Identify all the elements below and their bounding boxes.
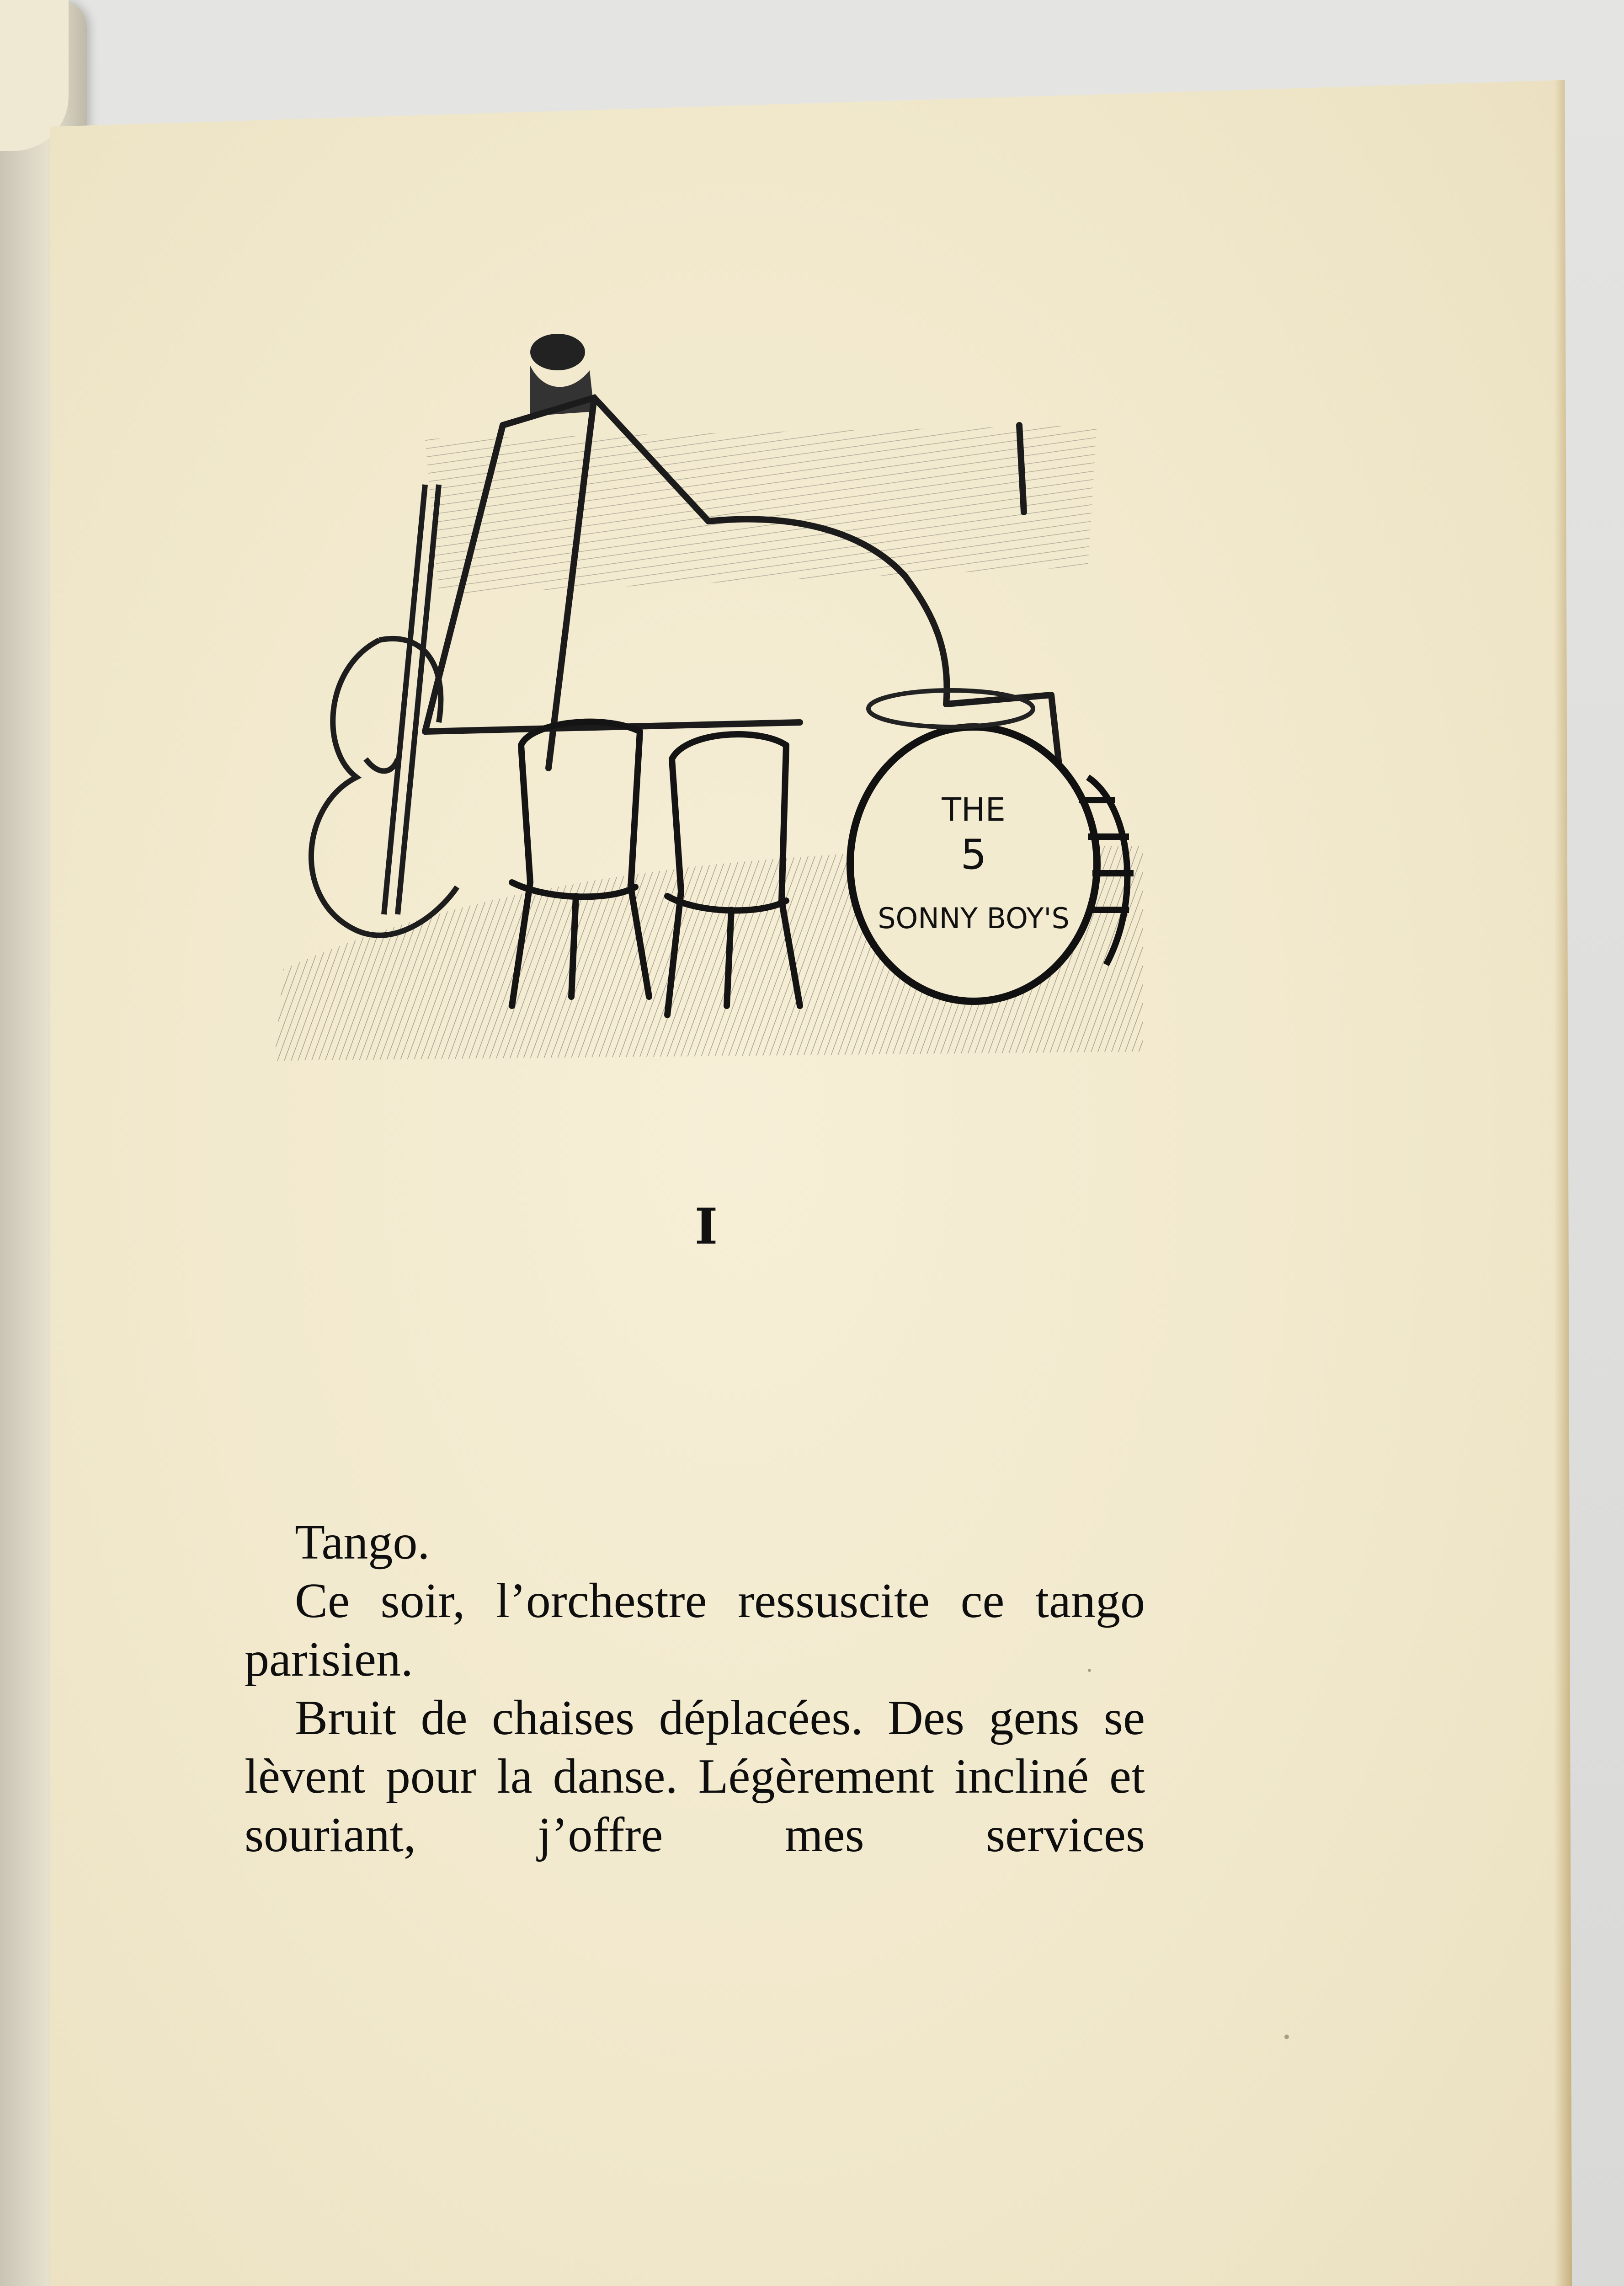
drum-text-number: 5	[960, 831, 987, 879]
snare-drum	[868, 690, 1033, 727]
paragraph-3: Bruit de chaises déplacées. Des gens se lèvent pour la danse. Légèrement incliné et souriant, j’offre mes services	[245, 1691, 1145, 1862]
page-edge-shading	[1554, 80, 1572, 2286]
drum-text-sonny-boys: SONNY BOY'S	[878, 902, 1070, 935]
paper-speck	[1088, 1669, 1091, 1672]
band-illustration	[274, 320, 1166, 1074]
background-shading	[425, 425, 1097, 594]
drum-text-the: THE	[942, 791, 1006, 828]
paragraph-2: Ce soir, l’orchestre ressuscite ce tango parisien.	[245, 1574, 1145, 1687]
body-text	[245, 1513, 1145, 1864]
paragraph-1: Tango.	[295, 1515, 430, 1570]
paper-speck	[1284, 2035, 1289, 2039]
chapter-numeral: I	[694, 1198, 718, 1255]
